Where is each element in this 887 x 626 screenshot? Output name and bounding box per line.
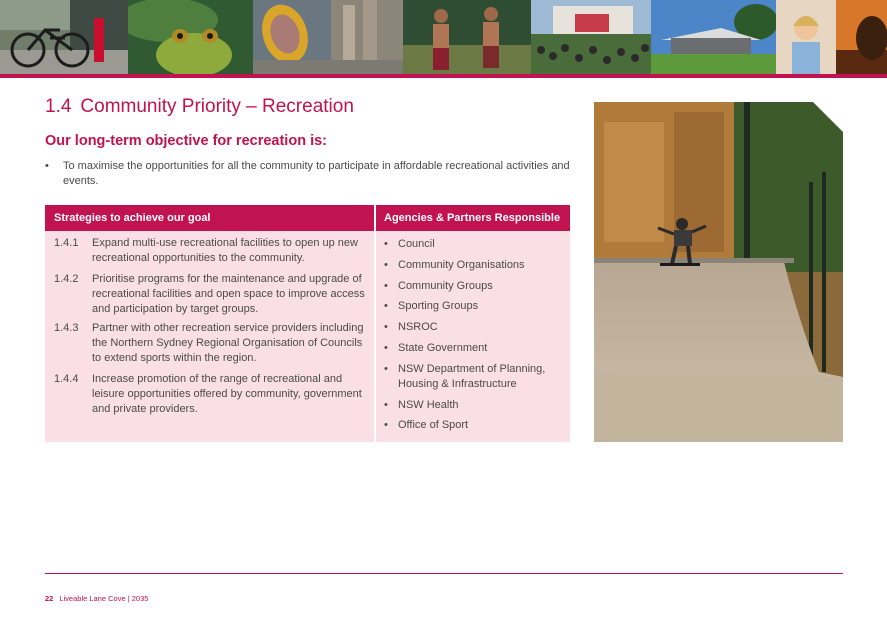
agency-item: • State Government — [384, 341, 566, 356]
objective-text: To maximise the opportunities for all the community to participate in affordable recreational activities and events. — [63, 160, 570, 187]
strategy-item — [54, 272, 372, 317]
strategies-header: Strategies to achieve our goal — [54, 212, 211, 224]
column-divider — [374, 205, 376, 442]
agencies-header: Agencies & Partners Responsible — [384, 212, 561, 224]
strategy-text: Expand multi-use recreational facilities to open up new recreational opportunities to the community. — [92, 237, 358, 264]
strategy-text: Partner with other recreation service providers including the Northern Sydney Regional Organisation of Councils to extend sports within the region. — [92, 322, 364, 364]
strategy-text: Prioritise programs for the maintenance and upgrade of recreational facilities and open space to improve access and participation by target groups. — [92, 273, 365, 315]
strategy-table — [45, 205, 570, 442]
agency-item: • Community Groups — [384, 279, 566, 294]
strategy-code: 1.4.3 — [54, 322, 79, 334]
banner-divider — [0, 74, 887, 78]
section-title: Community Priority – Recreation — [80, 96, 354, 117]
agencies-list — [384, 237, 566, 439]
page-title — [45, 96, 354, 118]
agency-item: • NSW Department of Planning, Housing & Infrastructure — [384, 362, 566, 392]
footer — [45, 594, 148, 603]
skatepark-photo — [594, 102, 843, 442]
document-title: Liveable Lane Cove | 2035 — [59, 594, 149, 603]
section-number: 1.4 — [45, 96, 72, 117]
bullet-icon: • — [45, 160, 49, 172]
strategy-code: 1.4.2 — [54, 273, 79, 285]
strategy-code: 1.4.1 — [54, 237, 79, 249]
sculpture-photo — [253, 0, 403, 74]
outdoor-concert-photo — [531, 0, 651, 74]
agency-item: • Community Organisations — [384, 258, 566, 273]
bicycle-photo — [0, 0, 128, 74]
strategy-item — [54, 321, 372, 366]
kookaburra-photo — [836, 0, 887, 74]
strategy-item — [54, 236, 372, 266]
agency-item: • Sporting Groups — [384, 299, 566, 314]
strategy-text: Increase promotion of the range of recreational and leisure opportunities offered by community, government and private providers. — [92, 373, 362, 415]
agency-item: • NSW Health — [384, 398, 566, 413]
table-header — [45, 205, 570, 231]
objective-bullet — [45, 159, 570, 189]
child-photo — [776, 0, 836, 74]
frog-photo — [128, 0, 253, 74]
objective-heading: Our long-term objective for recreation is: — [45, 133, 327, 149]
page-number: 22 — [45, 594, 54, 603]
footer-divider — [45, 573, 843, 574]
photo-banner — [0, 0, 887, 74]
dancers-photo — [403, 0, 531, 74]
agency-item: • Council — [384, 237, 566, 252]
agency-item: • NSROC — [384, 320, 566, 335]
agency-item: • Office of Sport — [384, 418, 566, 433]
strategy-item — [54, 372, 372, 417]
strategy-code: 1.4.4 — [54, 373, 79, 385]
community-building-photo — [651, 0, 776, 74]
